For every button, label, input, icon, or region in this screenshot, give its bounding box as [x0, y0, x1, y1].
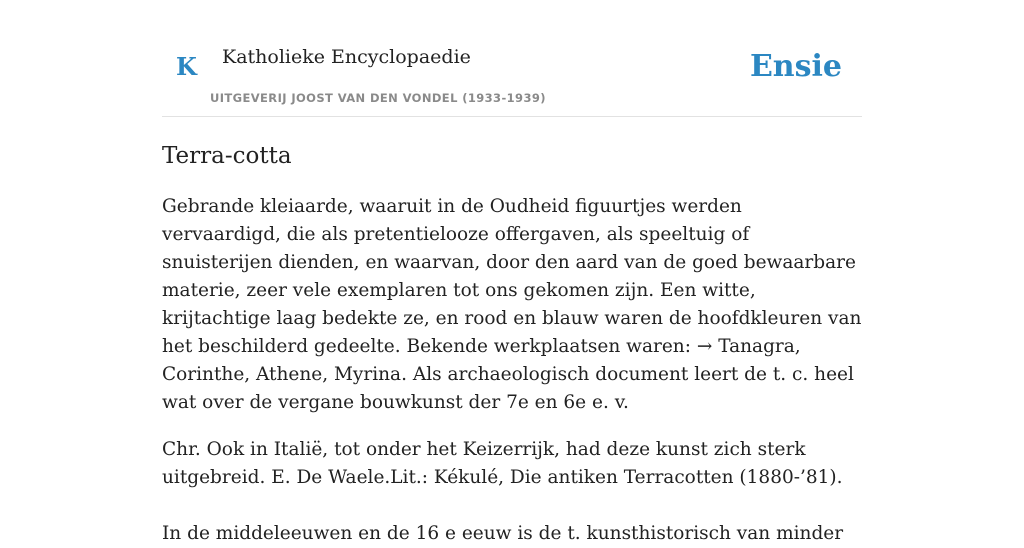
article-title: Terra-cotta [162, 143, 292, 169]
article-paragraph-2: Chr. Ook in Italië, tot onder het Keizerrijk, had deze kunst zich sterk uitgebreid. E. De Waele.Lit.: Kékulé, Die antiken Terracotten (1880-’81). [162, 439, 843, 488]
encyclopedia-logo[interactable]: K [176, 52, 197, 81]
ensie-brand-logo[interactable]: Ensie [749, 49, 842, 84]
article-paragraph-3: In de middeleeuwen en de 16 e eeuw is de t. kunsthistorisch van minder [162, 523, 844, 544]
content-container [162, 0, 862, 548]
publisher-label: UITGEVERIJ JOOST VAN DEN VONDEL (1933-1939) [210, 91, 546, 105]
site-header [162, 0, 862, 117]
encyclopedia-title-link[interactable]: Katholieke Encyclopaedie [222, 46, 471, 68]
article-paragraph-1: Gebrande kleiaarde, waaruit in de Oudheid figuurtjes werden vervaardigd, die als pretentielooze offergaven, als speeltuig of snuisterijen dienden, en waarvan, door den aard van de goed bewaarbare materie, zeer vele exemplaren tot ons gekomen zijn. Een witte, krijtachtige laag bedekte ze, en rood en blauw waren de hoofdkleuren van het beschilderd gedeelte. Bekende werkplaatsen waren: → Tanagra, Corinthe, Athene, Myrina. Als archaeologisch document leert de t. c. heel wat over de vergane bouwkunst der 7e en 6e e. v. [162, 196, 862, 413]
